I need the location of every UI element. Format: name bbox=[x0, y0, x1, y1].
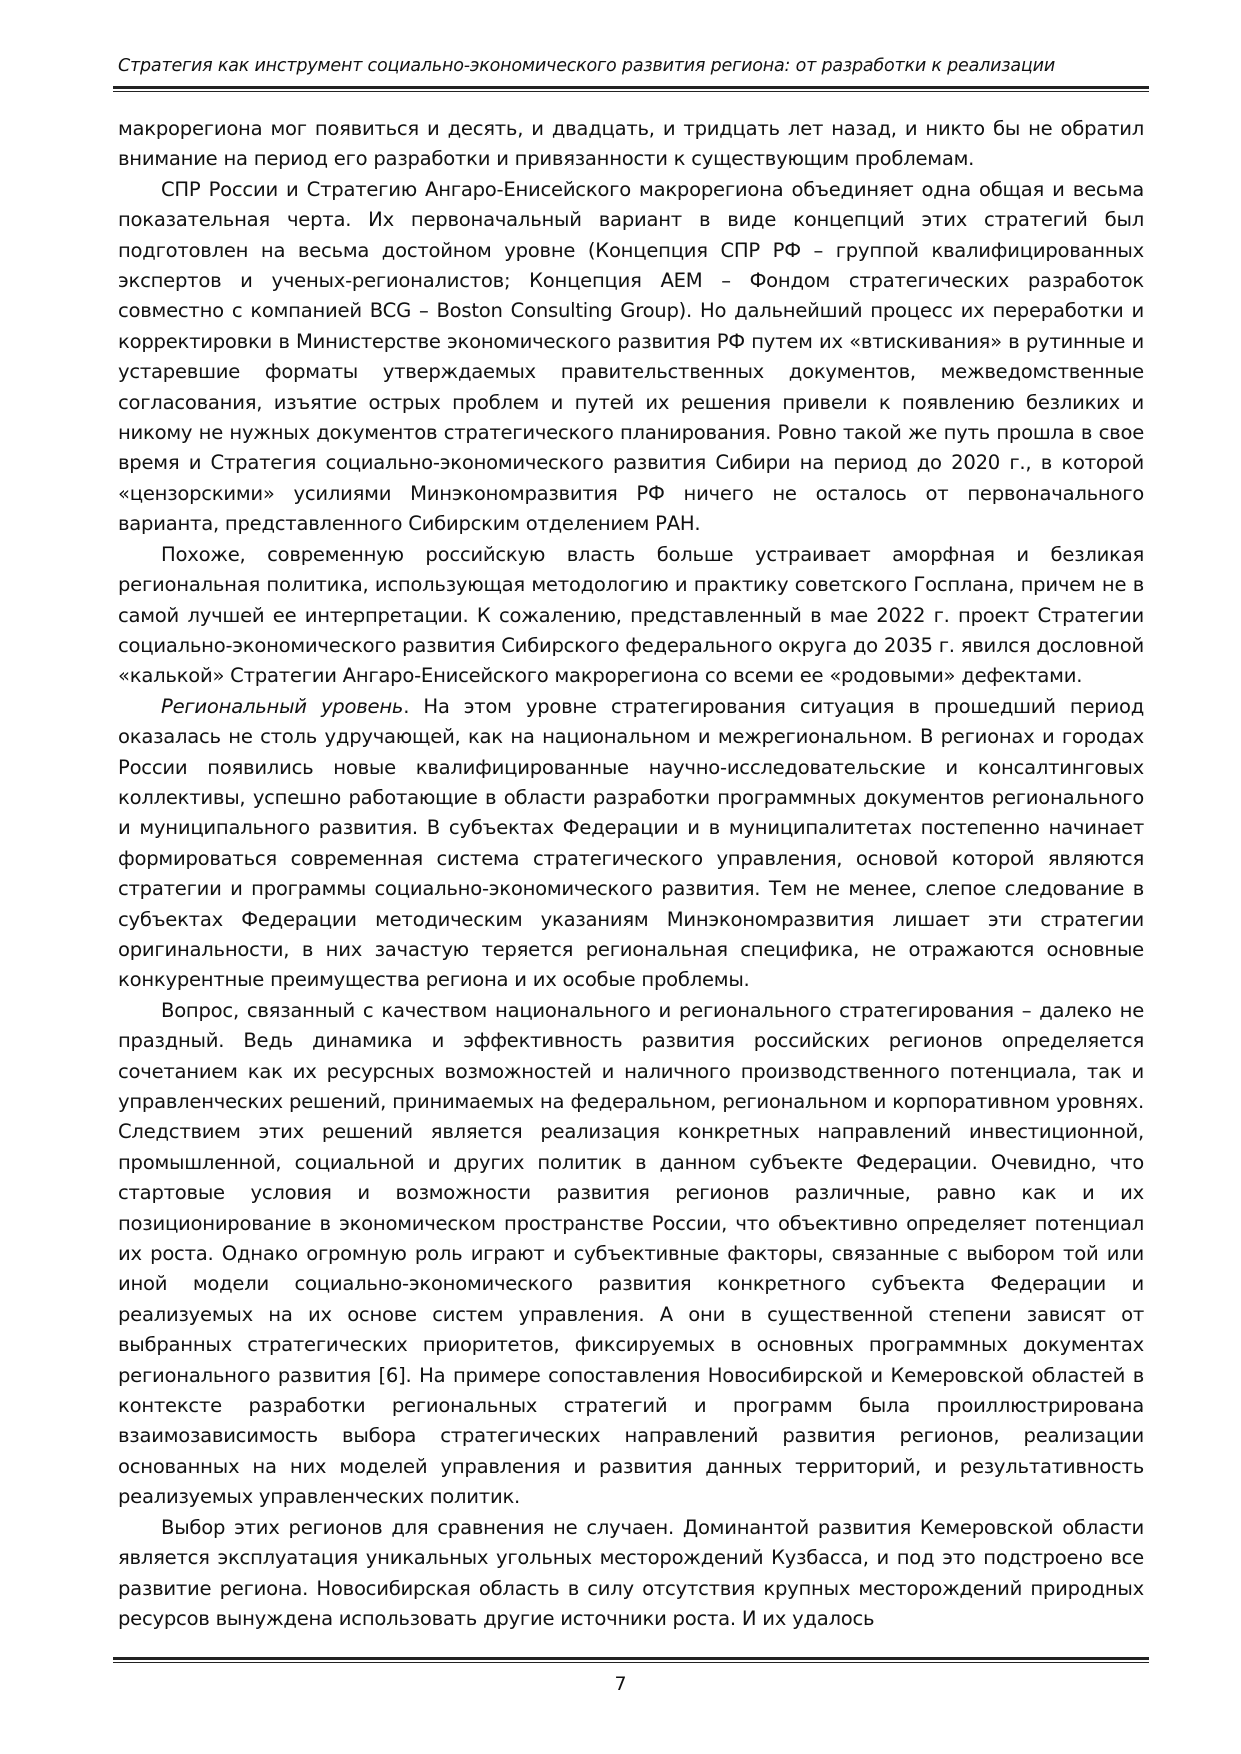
page-number: 7 bbox=[614, 1673, 627, 1695]
header-rule bbox=[113, 86, 1149, 92]
paragraph-4 bbox=[118, 692, 1144, 996]
paragraph-4-lead: Региональный уровень bbox=[161, 694, 404, 718]
footer-rule bbox=[113, 1657, 1149, 1663]
running-header: Стратегия как инструмент социально-экономического развития региона: от разработки к реализации bbox=[118, 56, 1055, 76]
paragraph-6: Выбор этих регионов для сравнения не случаен. Доминантой развития Кемеровской области является эксплуатация уникальных угольных месторождений Кузбасса, и под это подстроено все развитие региона. Новосибирская область в силу отсутствия крупных месторождений природных ресурсов вынуждена использовать другие источники роста. И их удалось bbox=[118, 1515, 1144, 1630]
paragraph-2: СПР России и Стратегию Ангаро-Енисейского макрорегиона объединяет одна общая и весьма показательная черта. Их первоначальный вариант в виде концепций этих стратегий был подготовлен на весьма достойном уровне (Концепция СПР РФ – группой квалифицированных экспертов и ученых-регионалистов; Концепция АЕМ – Фондом стратегических разработок совместно с компанией BCG – Boston Consulting Group). Но дальнейший процесс их переработки и корректировки в Министерстве экономического развития РФ путем их «втискивания» в рутинные и устаревшие форматы утверждаемых правительственных документов, межведомственные согласования, изъятие острых проблем и путей их решения привели к появлению безликих и никому не нужных документов стратегического планирования. Ровно такой же путь прошла в свое время и Стратегия социально-экономического развития Сибири на период до 2020 г., в которой «цензорскими» усилиями Минэкономразвития РФ ничего не осталось от первоначального варианта, представленного Сибирским отделением РАН. bbox=[118, 177, 1144, 536]
body-text bbox=[118, 114, 1144, 1634]
paragraph-3: Похоже, современную российскую власть больше устраивает аморфная и безликая региональная политика, использующая методологию и практику советского Госплана, причем не в самой лучшей ее интерпретации. К сожалению, представленный в мае 2022 г. проект Стратегии социально-экономического развития Сибирского федерального округа до 2035 г. явился дословной «калькой» Стратегии Ангаро-Енисейского макрорегиона со всеми ее «родовыми» дефектами. bbox=[118, 542, 1144, 688]
paragraph-4-text: . На этом уровне стратегирования ситуация в прошедший период оказалась не столь удручающей, как на национальном и межрегиональном. В регионах и городах России появились новые квалифицированные научно-исследовательские и консалтинговых коллективы, успешно работающие в области разработки программных документов регионального и муниципального развития. В субъектах Федерации и в муниципалитетах постепенно начинает формироваться современная система стратегического управления, основой которой являются стратегии и программы социально-экономического развития. Тем не менее, слепое следование в субъектах Федерации методическим указаниям Минэкономразвития лишает эти стратегии оригинальности, в них зачастую теряется региональная специфика, не отражаются основные конкурентные преимущества региона и их особые проблемы. bbox=[118, 694, 1144, 992]
paragraph-1: макрорегиона мог появиться и десять, и двадцать, и тридцать лет назад, и никто бы не обратил внимание на период его разработки и привязанности к существующим проблемам. bbox=[118, 117, 1144, 171]
paragraph-5: Вопрос, связанный с качеством национального и регионального стратегирования – далеко не праздный. Ведь динамика и эффективность развития российских регионов определяется сочетанием как их ресурсных возможностей и наличного производственного потенциала, так и управленческих решений, принимаемых на федеральном, региональном и корпоративном уровнях. Следствием этих решений является реализация конкретных направлений инвестиционной, промышленной, социальной и других политик в данном субъекте Федерации. Очевидно, что стартовые условия и возможности развития регионов различные, равно как и их позиционирование в экономическом пространстве России, что объективно определяет потенциал их роста. Однако огромную роль играют и субъективные факторы, связанные с выбором той или иной модели социально-экономического развития конкретного субъекта Федерации и реализуемых на их основе систем управления. А они в существенной степени зависят от выбранных стратегических приоритетов, фиксируемых в основных программных документах регионального развития [6]. На примере сопоставления Новосибирской и Кемеровской областей в контексте разработки региональных стратегий и программ была проиллюстрирована взаимозависимость выбора стратегических направлений развития регионов, реализации основанных на них моделей управления и развития данных территорий, и результативность реализуемых управленческих политик. bbox=[118, 998, 1144, 1509]
